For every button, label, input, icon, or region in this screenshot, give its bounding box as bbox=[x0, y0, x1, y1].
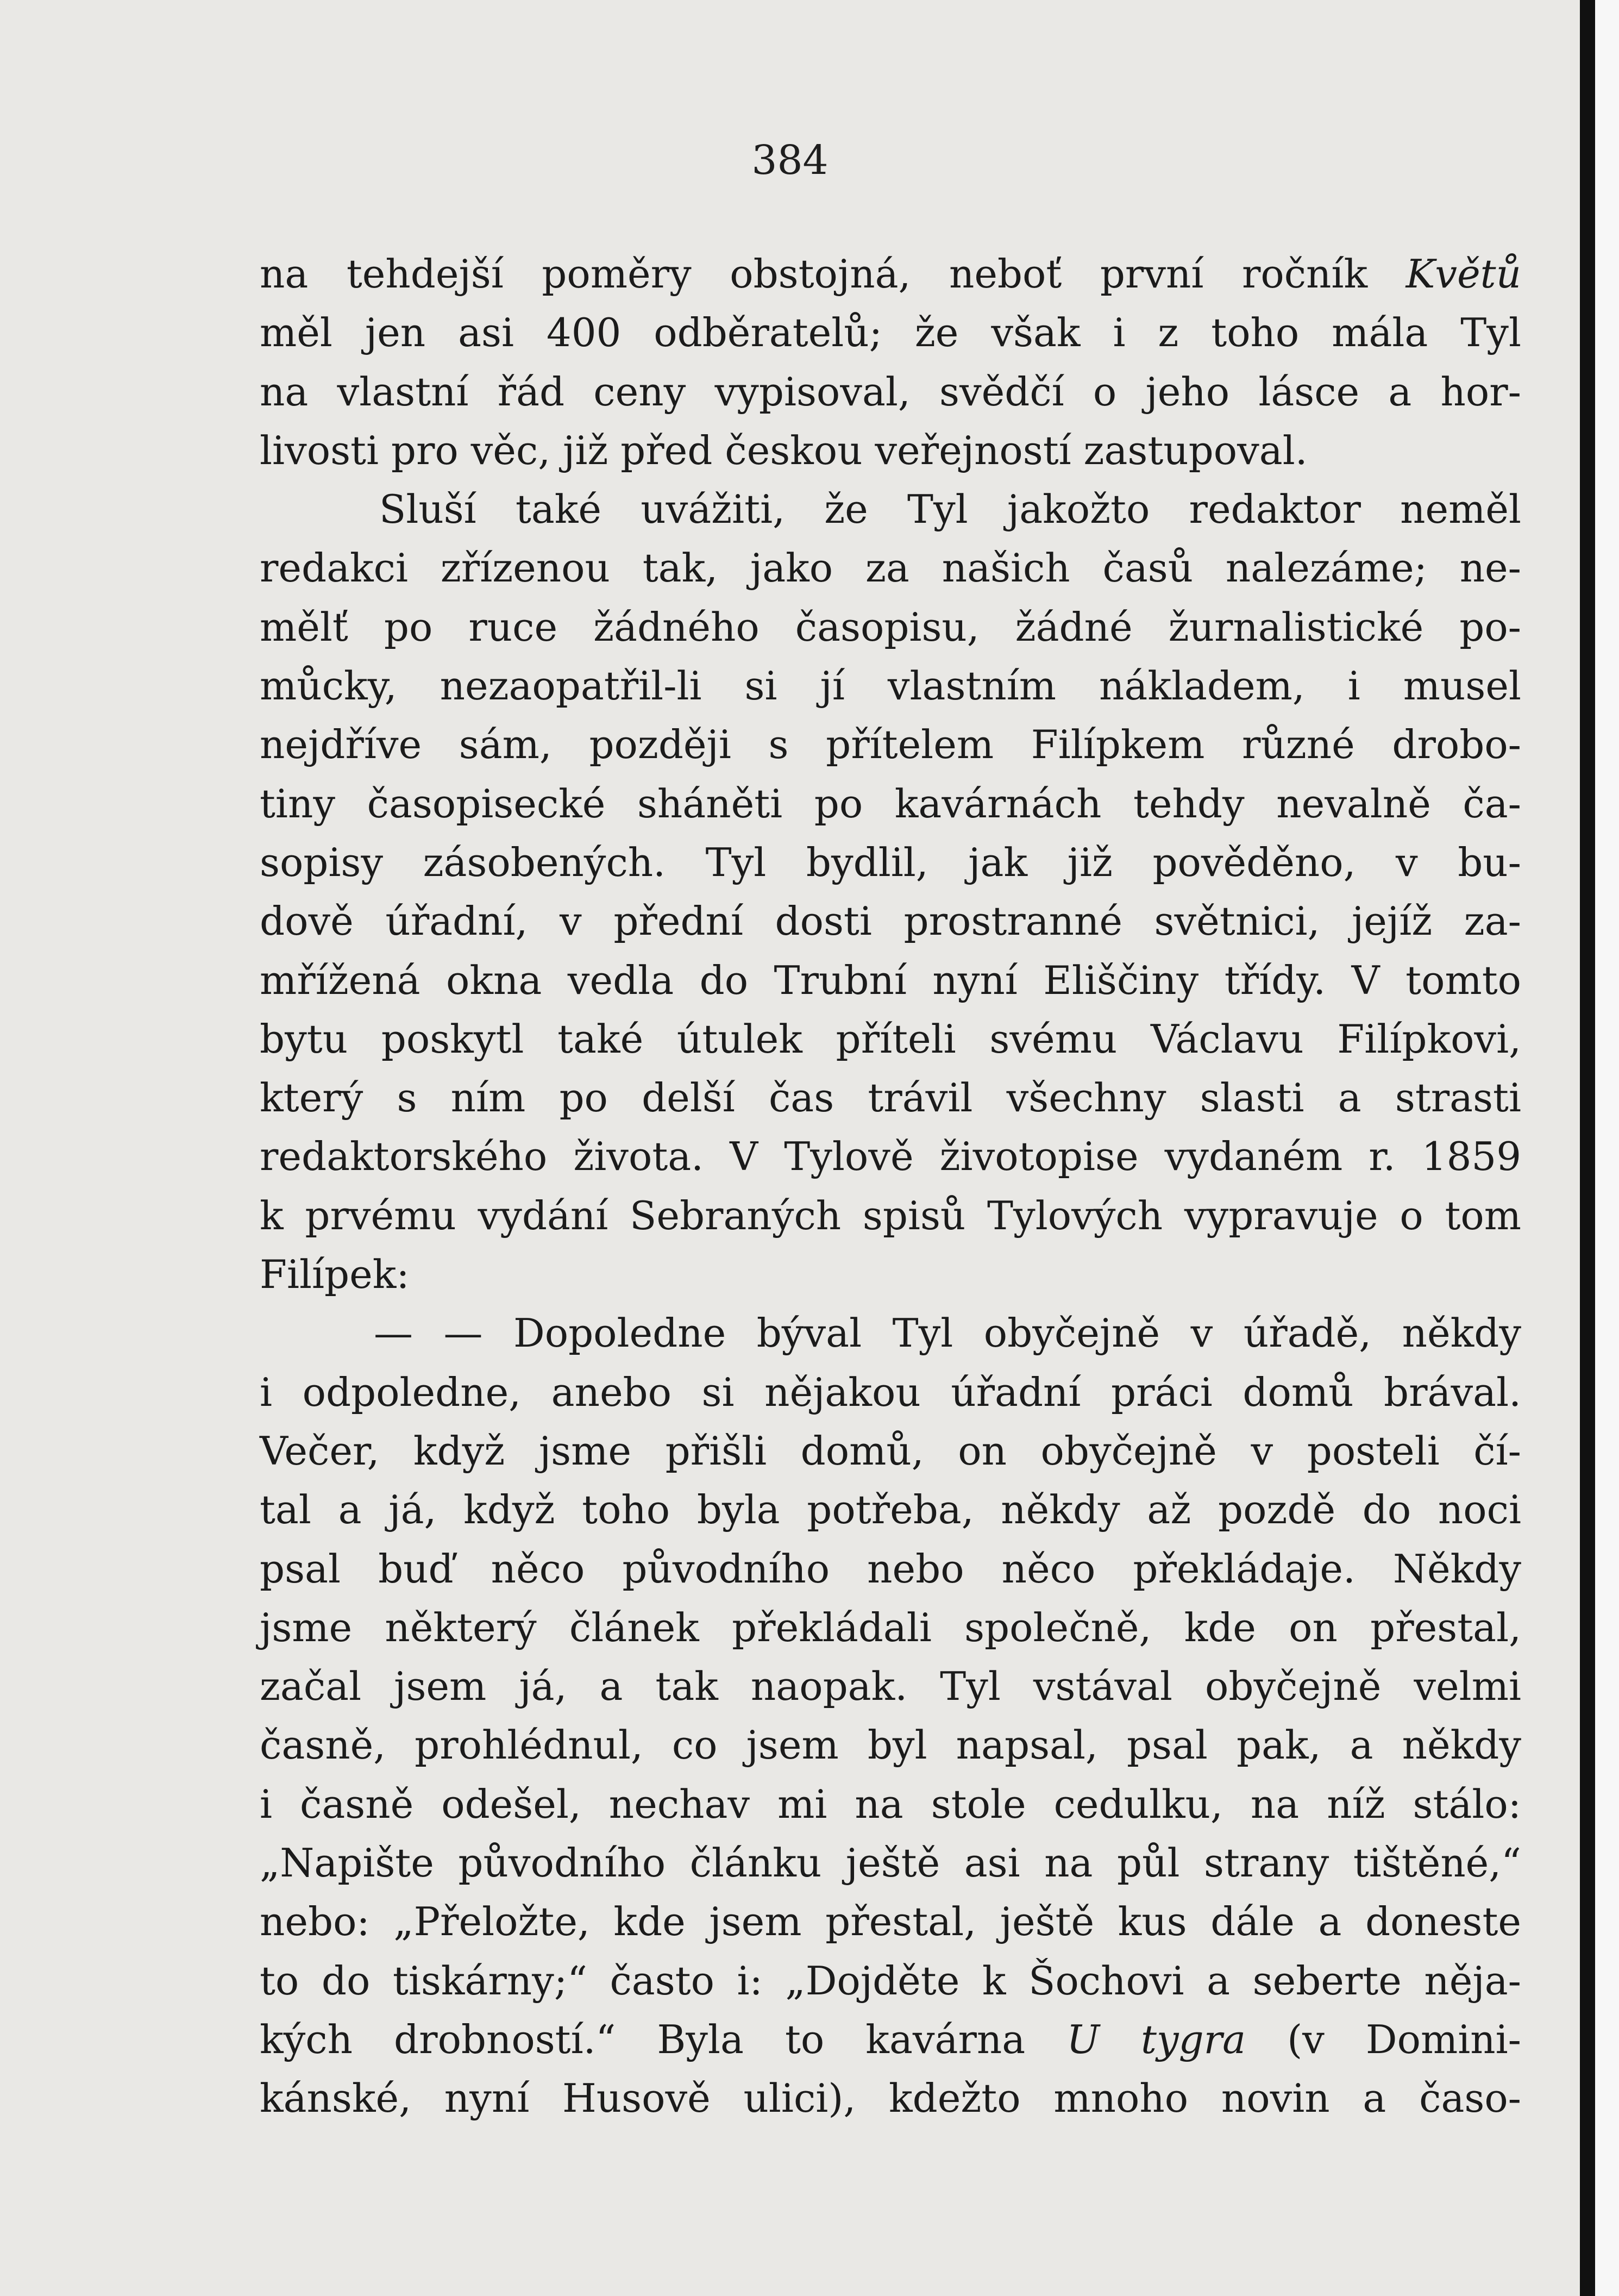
scan-margin bbox=[1595, 0, 1619, 2296]
text-line: mělť po ruce žádného časopisu, žádné žurnalistické po- bbox=[260, 604, 1521, 650]
body-text bbox=[260, 245, 1521, 2128]
text-line: časně, prohlédnul, co jsem byl napsal, psal pak, a někdy bbox=[260, 1722, 1521, 1768]
text-line: i časně odešel, nechav mi na stole cedulku, na níž stálo: bbox=[260, 1781, 1521, 1827]
text-line: začal jsem já, a tak naopak. Tyl vstával obyčejně velmi bbox=[260, 1663, 1521, 1710]
text-line: Sluší také uvážiti, že Tyl jakožto redaktor neměl bbox=[379, 486, 1521, 533]
text-line: mřížená okna vedla do Trubní nyní Eliščiny třídy. V tomto bbox=[260, 957, 1521, 1003]
text-line: tal a já, když toho byla potřeba, někdy až pozdě do noci bbox=[260, 1487, 1521, 1533]
text-line: „Napište původního článku ještě asi na půl strany tištěné,“ bbox=[260, 1840, 1521, 1886]
text-line: livosti pro věc, již před českou veřejností zastupoval. bbox=[260, 427, 1308, 473]
text-line: dově úřadní, v přední dosti prostranné světnici, jejíž za- bbox=[260, 898, 1521, 944]
text-line: jsme některý článek překládali společně, kde on přestal, bbox=[260, 1604, 1521, 1650]
text-line: k prvému vydání Sebraných spisů Tylových vypravuje o tom bbox=[260, 1192, 1521, 1238]
text-line: na tehdejší poměry obstojná, neboť první ročník Květů bbox=[260, 251, 1521, 297]
page-number: 384 bbox=[751, 137, 829, 184]
text-line: to do tiskárny;“ často i: „Dojděte k Šochovi a seberte něja- bbox=[260, 1957, 1521, 2004]
text-line: — — Dopoledne býval Tyl obyčejně v úřadě, někdy bbox=[374, 1310, 1521, 1356]
text-line: tiny časopisecké sháněti po kavárnách tehdy nevalně ča- bbox=[260, 780, 1521, 827]
text-line: redakci zřízenou tak, jako za našich časů nalezáme; ne- bbox=[260, 545, 1521, 591]
page-edge-shadow bbox=[1580, 0, 1595, 2296]
text-line: bytu poskytl také útulek příteli svému Václavu Filípkovi, bbox=[260, 1016, 1521, 1062]
text-line: který s ním po delší čas trávil všechny slasti a strasti bbox=[260, 1075, 1521, 1121]
text-line: kánské, nyní Husově ulici), kdežto mnoho novin a časo- bbox=[260, 2075, 1521, 2122]
text-line: sopisy zásobených. Tyl bydlil, jak již pověděno, v bu- bbox=[260, 839, 1521, 885]
text-line: nejdříve sám, později s přítelem Filípkem různé drobo- bbox=[260, 722, 1521, 768]
text-line: můcky, nezaopatřil-li si jí vlastním nákladem, i musel bbox=[260, 663, 1521, 709]
text-line: Filípek: bbox=[260, 1252, 410, 1298]
text-line: na vlastní řád ceny vypisoval, svědčí o jeho lásce a hor- bbox=[260, 368, 1521, 415]
text-line: redaktorského života. V Tylově životopise vydaném r. 1859 bbox=[260, 1134, 1521, 1180]
text-line: Večer, když jsme přišli domů, on obyčejně v posteli čí- bbox=[260, 1428, 1521, 1474]
text-line: nebo: „Přeložte, kde jsem přestal, ještě kus dále a doneste bbox=[260, 1899, 1521, 1945]
text-line: i odpoledne, anebo si nějakou úřadní práci domů brával. bbox=[260, 1369, 1521, 1415]
text-line: kých drobností.“ Byla to kavárna U tygra (v Domini- bbox=[260, 2016, 1521, 2062]
text-line: měl jen asi 400 odběratelů; že však i z toho mála Tyl bbox=[260, 310, 1521, 356]
text-line: psal buď něco původního nebo něco překládaje. Někdy bbox=[260, 1546, 1521, 1592]
